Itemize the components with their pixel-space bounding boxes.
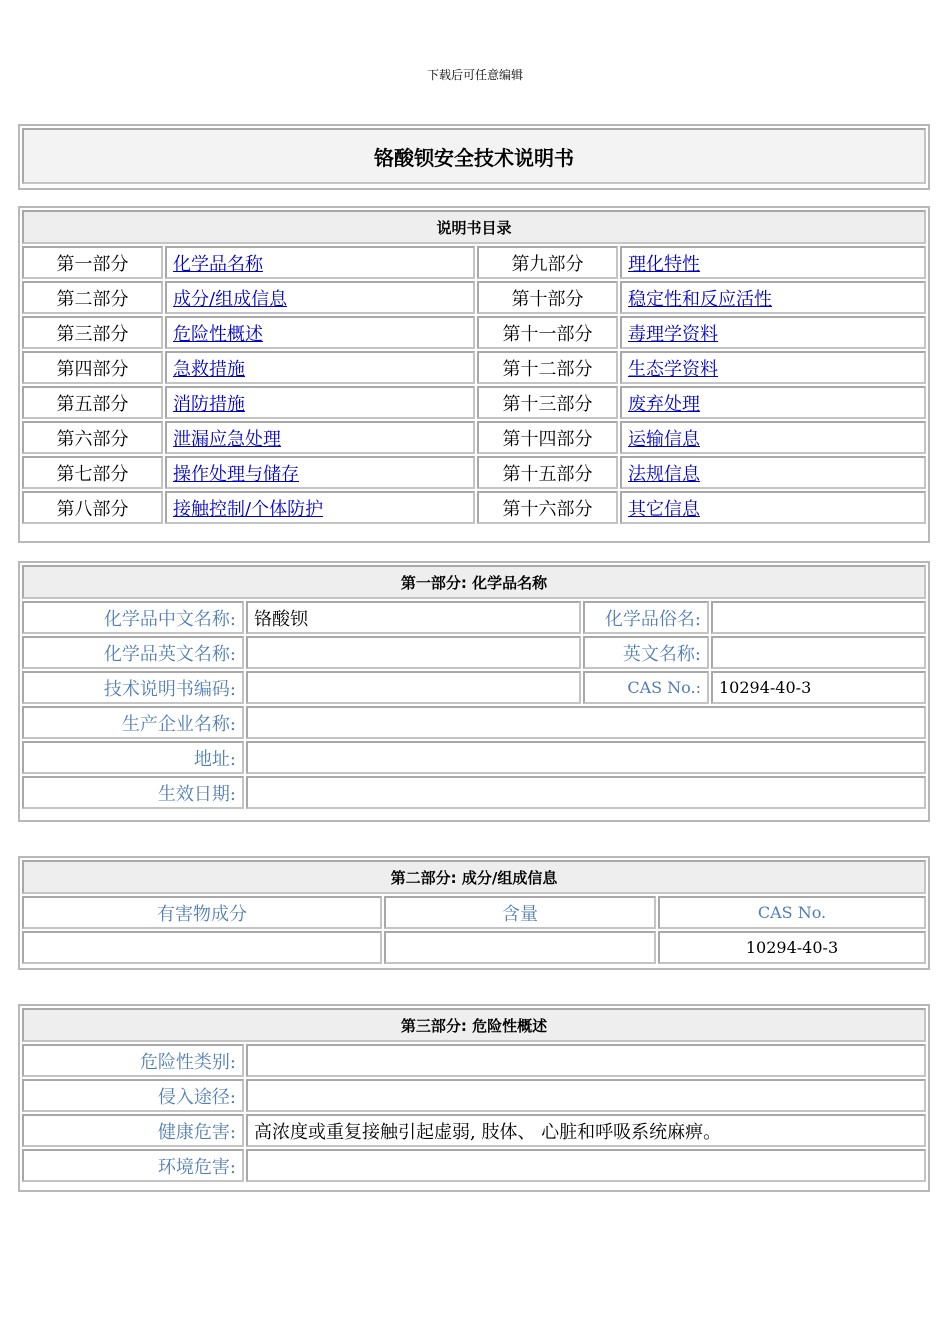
toc-part-label: 第十三部分	[477, 386, 618, 419]
toc-part-label: 第三部分	[22, 316, 163, 349]
toc-link[interactable]: 毒理学资料	[628, 323, 718, 345]
part2-table	[20, 858, 928, 966]
cas-cell: 10294-40-3	[658, 931, 926, 964]
toc-part-label: 第二部分	[22, 281, 163, 314]
toc-row	[22, 281, 926, 314]
toc-row	[22, 246, 926, 279]
toc-link-cell	[165, 386, 475, 419]
part3-title: 第三部分: 危险性概述	[22, 1008, 926, 1042]
content-header: 含量	[384, 896, 656, 929]
toc-part-label: 第十六部分	[477, 491, 618, 524]
part2-box	[18, 856, 930, 970]
toc-part-label: 第十部分	[477, 281, 618, 314]
toc-part-label: 第十五部分	[477, 456, 618, 489]
toc-part-label: 第六部分	[22, 421, 163, 454]
content-cell	[384, 931, 656, 964]
toc-link-cell	[165, 421, 475, 454]
part1-title: 第一部分: 化学品名称	[22, 565, 926, 599]
toc-title: 说明书目录	[22, 210, 926, 244]
env-hazard-label: 环境危害:	[22, 1149, 244, 1182]
address-label: 地址:	[22, 741, 244, 774]
toc-row	[22, 351, 926, 384]
toc-link-cell	[620, 246, 926, 279]
en-name-label: 化学品英文名称:	[22, 636, 244, 669]
cn-name-label: 化学品中文名称:	[22, 601, 244, 634]
toc-part-label: 第七部分	[22, 456, 163, 489]
toc-link[interactable]: 危险性概述	[173, 323, 263, 345]
date-value	[246, 776, 926, 809]
toc-link-cell	[620, 456, 926, 489]
part2-title: 第二部分: 成分/组成信息	[22, 860, 926, 894]
common-name-label: 化学品俗名:	[583, 601, 709, 634]
toc-link-cell	[165, 316, 475, 349]
address-value	[246, 741, 926, 774]
toc-link-cell	[620, 421, 926, 454]
exposure-route-value	[246, 1079, 926, 1112]
cas-header: CAS No.	[658, 896, 926, 929]
code-value	[246, 671, 581, 704]
part1-table	[20, 563, 928, 811]
toc-link-cell	[620, 316, 926, 349]
toc-link[interactable]: 运输信息	[628, 428, 700, 450]
toc-link[interactable]: 泄漏应急处理	[173, 428, 281, 450]
hazard-category-value	[246, 1044, 926, 1077]
date-label: 生效日期:	[22, 776, 244, 809]
toc-link-cell	[165, 246, 475, 279]
part3-table	[20, 1006, 928, 1184]
toc-box	[18, 206, 930, 543]
toc-link-cell	[165, 491, 475, 524]
part1-box	[18, 561, 930, 822]
toc-link-cell	[165, 351, 475, 384]
toc-row	[22, 421, 926, 454]
toc-row	[22, 491, 926, 524]
component-header: 有害物成分	[22, 896, 382, 929]
common-name-value	[711, 601, 926, 634]
toc-part-label: 第四部分	[22, 351, 163, 384]
toc-link[interactable]: 消防措施	[173, 393, 245, 415]
toc-link[interactable]: 成分/组成信息	[173, 288, 288, 310]
code-label: 技术说明书编码:	[22, 671, 244, 704]
document-title-box	[18, 124, 930, 190]
toc-link[interactable]: 接触控制/个体防护	[173, 498, 324, 520]
toc-link[interactable]: 理化特性	[628, 253, 700, 275]
toc-row	[22, 456, 926, 489]
toc-link-cell	[620, 386, 926, 419]
toc-link-cell	[620, 491, 926, 524]
company-label: 生产企业名称:	[22, 706, 244, 739]
toc-link[interactable]: 操作处理与储存	[173, 463, 299, 485]
toc-part-label: 第八部分	[22, 491, 163, 524]
toc-part-label: 第十四部分	[477, 421, 618, 454]
toc-link[interactable]: 急救措施	[173, 358, 245, 380]
cn-name-value: 铬酸钡	[246, 601, 581, 634]
toc-row	[22, 316, 926, 349]
toc-link[interactable]: 稳定性和反应活性	[628, 288, 772, 310]
toc-link-cell	[165, 456, 475, 489]
toc-link[interactable]: 法规信息	[628, 463, 700, 485]
component-cell	[22, 931, 382, 964]
en-alias-value	[711, 636, 926, 669]
toc-part-label: 第五部分	[22, 386, 163, 419]
toc-row	[22, 386, 926, 419]
toc-part-label: 第十一部分	[477, 316, 618, 349]
toc-part-label: 第十二部分	[477, 351, 618, 384]
toc-link[interactable]: 化学品名称	[173, 253, 263, 275]
toc-part-label: 第九部分	[477, 246, 618, 279]
hazard-category-label: 危险性类别:	[22, 1044, 244, 1077]
exposure-route-label: 侵入途径:	[22, 1079, 244, 1112]
en-name-value	[246, 636, 581, 669]
toc-link-cell	[165, 281, 475, 314]
toc-link[interactable]: 其它信息	[628, 498, 700, 520]
toc-table	[20, 208, 928, 526]
toc-link-cell	[620, 351, 926, 384]
company-value	[246, 706, 926, 739]
document-title: 铬酸钡安全技术说明书	[22, 128, 926, 184]
toc-link-cell	[620, 281, 926, 314]
toc-part-label: 第一部分	[22, 246, 163, 279]
part3-box	[18, 1004, 930, 1192]
env-hazard-value	[246, 1149, 926, 1182]
toc-link[interactable]: 生态学资料	[628, 358, 718, 380]
cas-label: CAS No.:	[583, 671, 709, 704]
en-alias-label: 英文名称:	[583, 636, 709, 669]
cas-value: 10294-40-3	[711, 671, 926, 704]
health-hazard-label: 健康危害:	[22, 1114, 244, 1147]
toc-link[interactable]: 废弃处理	[628, 393, 700, 415]
health-hazard-value: 高浓度或重复接触引起虚弱, 肢体、 心脏和呼吸系统麻痹。	[246, 1114, 926, 1147]
header-note: 下载后可任意编辑	[426, 68, 523, 82]
